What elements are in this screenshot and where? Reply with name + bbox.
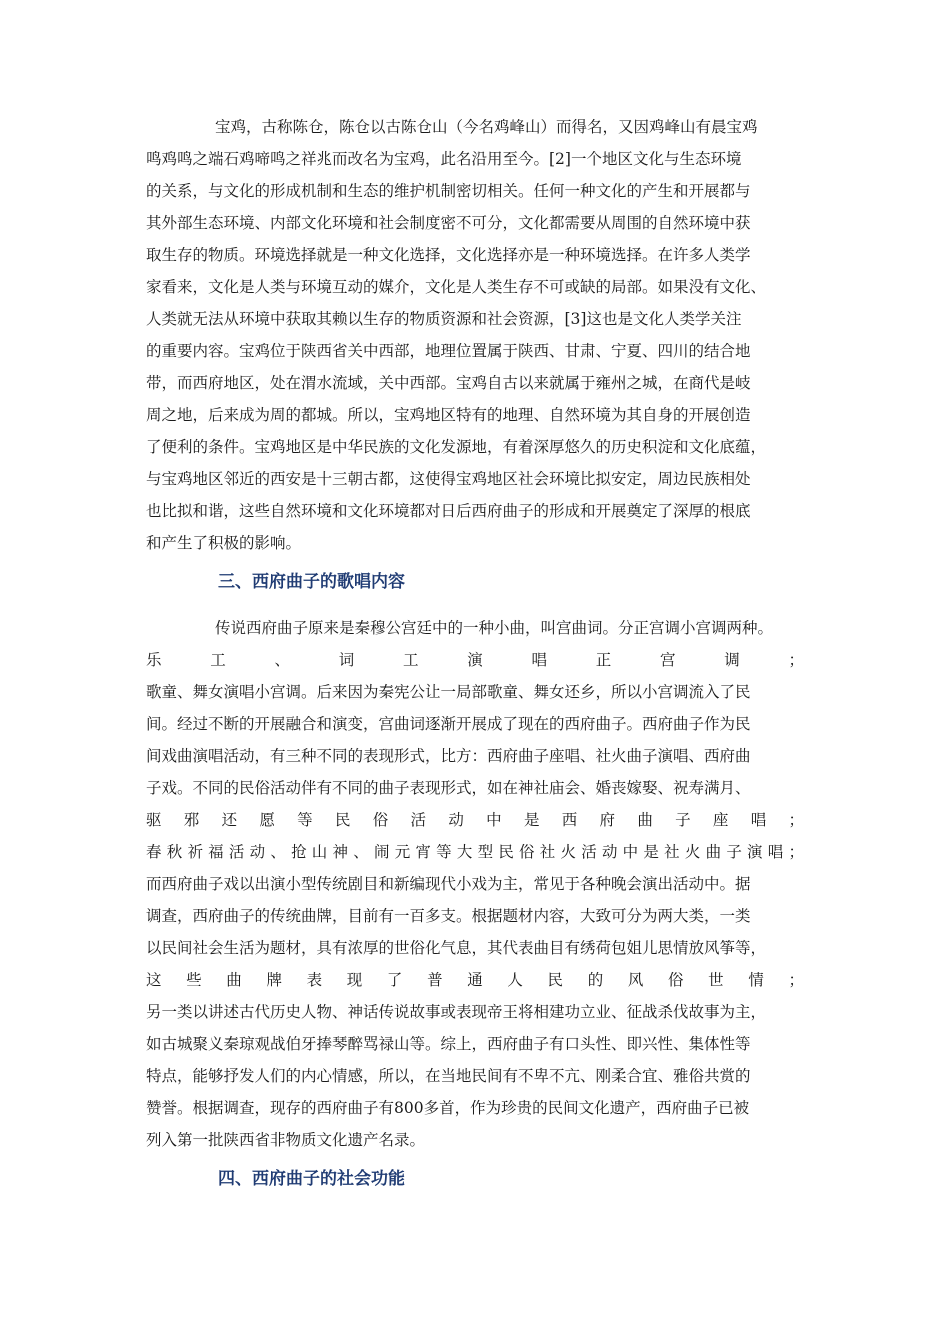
paragraph-line: 春 秋 祈 福 活 动 、 抢 山 神 、 闹 元 宵 等 大 型 民 俗 社 火 活 动 中 是 社 火 曲 子 演 唱 ； <box>146 843 804 861</box>
paragraph-line: 的重要内容。宝鸡位于陕西省关中西部，地理位置属于陕西、甘肃、宁夏、四川的结合地 <box>146 342 751 360</box>
paragraph-line: 这 些 曲 牌 表 现 了 普 通 人 民 的 风 俗 世 情 ； <box>146 971 804 989</box>
paragraph-line: 以民间社会生活为题材，具有浓厚的世俗化气息，其代表曲目有绣荷包姐儿思情放风筝等， <box>146 939 767 957</box>
paragraph-line: 如古城聚义秦琼观战伯牙捧琴醉骂禄山等。综上，西府曲子有口头性、即兴性、集体性等 <box>146 1035 751 1053</box>
paragraph-line: 其外部生态环境、内部文化环境和社会制度密不可分，文化都需要从周围的自然环境中获 <box>146 214 751 232</box>
paragraph-line: 周之地，后来成为周的都城。所以，宝鸡地区特有的地理、自然环境为其自身的开展创造 <box>146 406 751 424</box>
paragraph-line: 赞誉。根据调查，现存的西府曲子有800多首，作为珍贵的民间文化遗产，西府曲子已被 <box>146 1099 750 1117</box>
paragraph-line: 间戏曲演唱活动，有三种不同的表现形式，比方：西府曲子座唱、社火曲子演唱、西府曲 <box>146 747 751 765</box>
paragraph-line: 家看来，文化是人类与环境互动的媒介，文化是人类生存不可或缺的局部。如果没有文化、 <box>146 278 767 296</box>
paragraph-line: 而西府曲子戏以出演小型传统剧目和新编现代小戏为主，常见于各种晚会演出活动中。据 <box>146 875 751 893</box>
paragraph-line: 也比拟和谐，这些自然环境和文化环境都对日后西府曲子的形成和开展奠定了深厚的根底 <box>146 502 751 520</box>
paragraph-line: 特点，能够抒发人们的内心情感，所以，在当地民间有不卑不亢、刚柔合宜、雅俗共赏的 <box>146 1067 751 1085</box>
paragraph-line: 驱 邪 还 愿 等 民 俗 活 动 中 是 西 府 曲 子 座 唱 ； <box>146 811 804 829</box>
paragraph-line: 间。经过不断的开展融合和演变，宫曲词逐渐开展成了现在的西府曲子。西府曲子作为民 <box>146 715 751 733</box>
paragraph-line: 带，而西府地区，处在渭水流域，关中西部。宝鸡自古以来就属于雍州之城，在商代是岐 <box>146 374 751 392</box>
paragraph-line: 宝鸡，古称陈仓，陈仓以古陈仓山（今名鸡峰山）而得名，又因鸡峰山有晨宝鸡 <box>215 118 758 136</box>
paragraph-line: 列入第一批陕西省非物质文化遗产名录。 <box>146 1131 426 1149</box>
paragraph-line: 传说西府曲子原来是秦穆公宫廷中的一种小曲，叫宫曲词。分正宫调小宫调两种。 <box>215 619 774 637</box>
section-heading: 三、西府曲子的歌唱内容 <box>218 572 405 592</box>
paragraph-line: 歌童、舞女演唱小宫调。后来因为秦宪公让一局部歌童、舞女还乡，所以小宫调流入了民 <box>146 683 751 701</box>
paragraph-line: 的关系，与文化的形成机制和生态的维护机制密切相关。任何一种文化的产生和开展都与 <box>146 182 751 200</box>
paragraph-line: 调查，西府曲子的传统曲牌，目前有一百多支。根据题材内容，大致可分为两大类，一类 <box>146 907 751 925</box>
paragraph-line: 乐 工 、 词 工 演 唱 正 宫 调 ； <box>146 651 804 669</box>
section-heading: 四、西府曲子的社会功能 <box>218 1169 405 1189</box>
paragraph-line: 另一类以讲述古代历史人物、神话传说故事或表现帝王将相建功立业、征战杀伐故事为主， <box>146 1003 767 1021</box>
paragraph-line: 和产生了积极的影响。 <box>146 534 302 552</box>
paragraph-line: 与宝鸡地区邻近的西安是十三朝古都，这使得宝鸡地区社会环境比拟安定，周边民族相处 <box>146 470 751 488</box>
paragraph-line: 取生存的物质。环境选择就是一种文化选择，文化选择亦是一种环境选择。在许多人类学 <box>146 246 751 264</box>
paragraph-line: 人类就无法从环境中获取其赖以生存的物质资源和社会资源，[3]这也是文化人类学关注 <box>146 310 742 328</box>
paragraph-line: 鸣鸡鸣之端石鸡啼鸣之祥兆而改名为宝鸡，此名沿用至今。[2]一个地区文化与生态环境 <box>146 150 742 168</box>
paragraph-line: 子戏。不同的民俗活动伴有不同的曲子表现形式，如在神社庙会、婚丧嫁娶、祝寿满月、 <box>146 779 751 797</box>
paragraph-line: 了便利的条件。宝鸡地区是中华民族的文化发源地，有着深厚悠久的历史积淀和文化底蕴， <box>146 438 767 456</box>
